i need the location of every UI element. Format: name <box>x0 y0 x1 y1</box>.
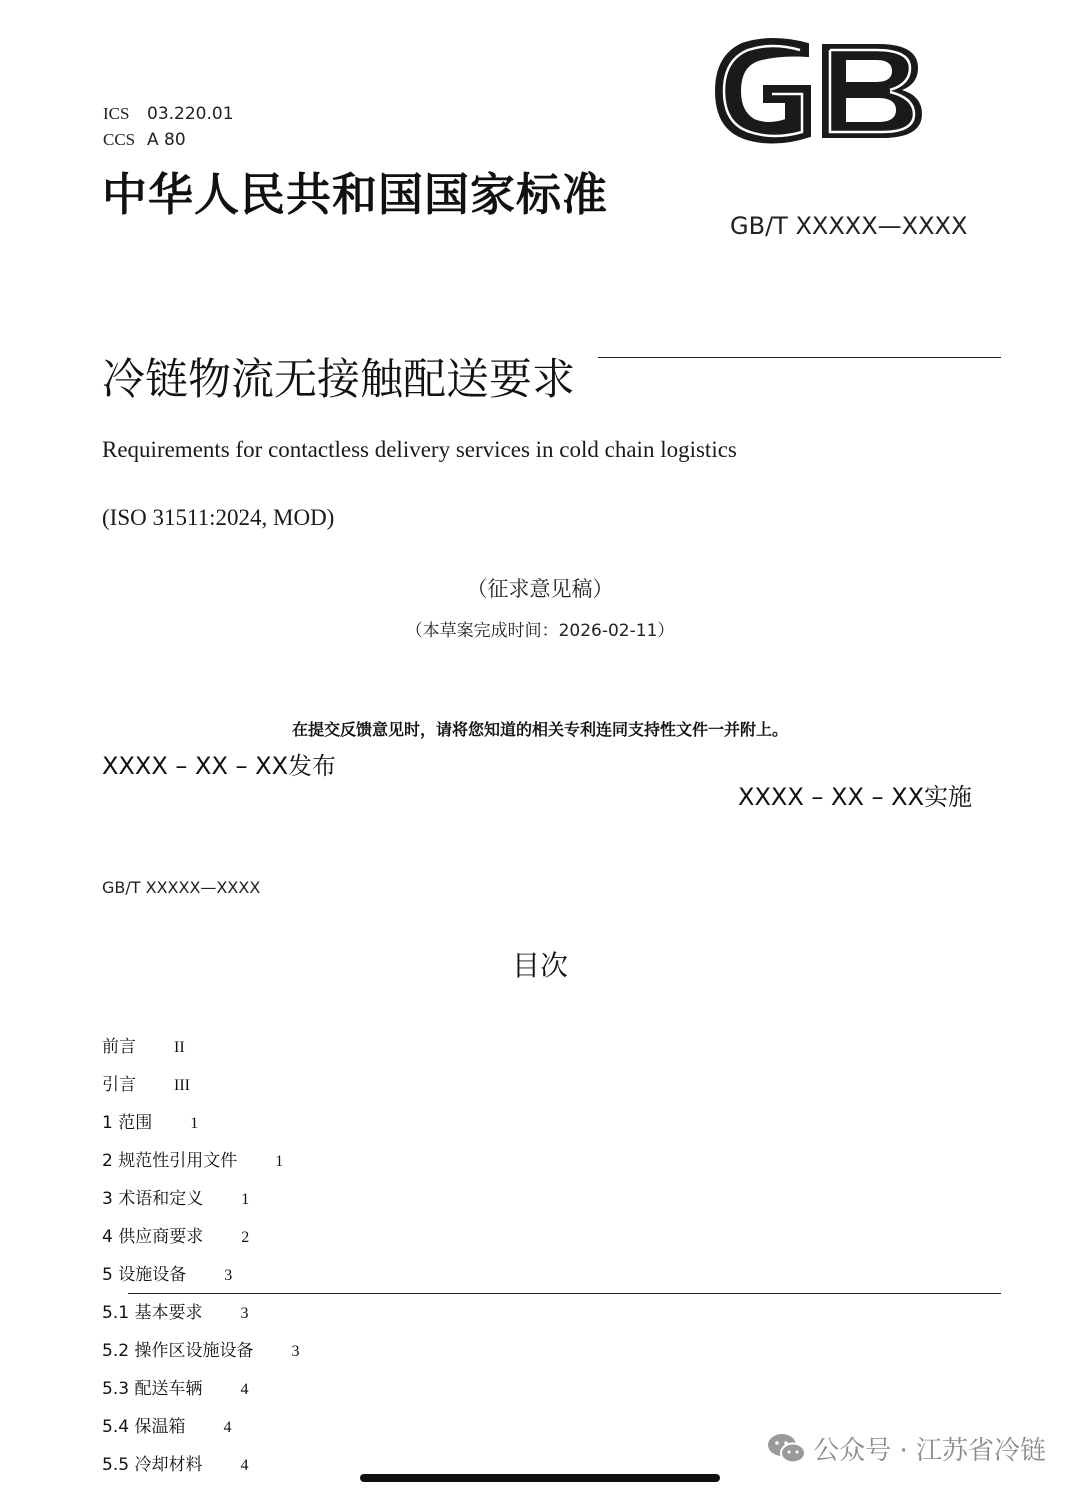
toc-item-page: 4 <box>240 1457 249 1474</box>
toc-item <box>102 1146 283 1171</box>
toc-item-label: 2 规范性引用文件 <box>102 1151 238 1171</box>
toc-item-label: 5 设施设备 <box>102 1265 187 1285</box>
page2-header-number: GB/T XXXXX—XXXX <box>102 878 261 897</box>
toc-item-label: 4 供应商要求 <box>102 1227 204 1247</box>
watermark <box>767 1430 1046 1467</box>
home-indicator[interactable] <box>360 1474 720 1482</box>
implement-date: XXXX – XX – XX实施 <box>738 783 973 811</box>
toc-item-page: 4 <box>223 1419 232 1436</box>
toc-item <box>102 1070 190 1095</box>
watermark-text: 公众号 · 江苏省冷链 <box>813 1436 1046 1466</box>
ccs-label: CCS <box>103 130 136 149</box>
ics-label: ICS <box>103 104 130 123</box>
toc-divider-rule <box>128 1293 1001 1294</box>
toc-item-label: 前言 <box>102 1037 136 1057</box>
publish-date: XXXX – XX – XX发布 <box>102 752 337 780</box>
toc-item-label: 5.1 基本要求 <box>102 1303 203 1323</box>
toc-title: 目次 <box>511 949 568 982</box>
toc-item-page: 1 <box>190 1115 199 1132</box>
ccs-code <box>103 130 186 150</box>
toc-item <box>102 1222 249 1247</box>
toc-item-page: 3 <box>291 1343 300 1360</box>
toc-item <box>102 1032 185 1057</box>
toc-item <box>102 1450 248 1475</box>
document-title-zh: 冷链物流无接触配送要求 <box>102 355 575 405</box>
toc-item <box>102 1374 248 1399</box>
patent-notice: 在提交反馈意见时，请将您知道的相关专利连同支持性文件一并附上。 <box>291 720 788 739</box>
toc-item <box>102 1412 231 1437</box>
toc-item-label: 1 范围 <box>102 1113 153 1133</box>
toc-item-label: 5.2 操作区设施设备 <box>102 1341 254 1361</box>
toc-item-label: 3 术语和定义 <box>102 1189 204 1209</box>
document-title-en: Requirements for contactless delivery services in cold chain logistics <box>102 437 737 462</box>
toc-item-page: 1 <box>275 1153 284 1170</box>
ics-value: 03.220.01 <box>147 104 234 124</box>
toc-item-label: 5.5 冷却材料 <box>102 1455 203 1475</box>
toc-item-page: 3 <box>224 1267 233 1284</box>
gb-logo <box>712 36 924 146</box>
standard-number: GB/T XXXXX—XXXX <box>730 212 968 240</box>
toc-item-page: 1 <box>241 1191 250 1208</box>
toc-item-label: 引言 <box>102 1075 136 1095</box>
title-rule <box>598 357 1001 358</box>
iso-reference: (ISO 31511:2024, MOD) <box>102 505 335 530</box>
toc-item <box>102 1336 299 1361</box>
wechat-icon <box>767 1432 807 1466</box>
toc-item-label: 5.3 配送车辆 <box>102 1379 203 1399</box>
toc-item <box>102 1108 198 1133</box>
draft-label: （征求意见稿） <box>466 577 614 601</box>
toc-item <box>102 1184 249 1209</box>
toc-item-page: 4 <box>240 1381 249 1398</box>
toc-item-page: 3 <box>240 1305 249 1322</box>
toc-item <box>102 1298 248 1323</box>
ics-code <box>103 104 234 124</box>
toc-item-page: III <box>174 1077 190 1094</box>
toc-item-page: 2 <box>241 1229 250 1246</box>
toc-item-page: II <box>174 1039 185 1056</box>
toc-item-label: 5.4 保温箱 <box>102 1417 186 1437</box>
ccs-value: A 80 <box>147 130 186 150</box>
toc-item <box>102 1260 232 1285</box>
national-standard-title: 中华人民共和国国家标准 <box>102 168 609 221</box>
draft-time: （本草案完成时间：2026-02-11） <box>405 621 675 641</box>
